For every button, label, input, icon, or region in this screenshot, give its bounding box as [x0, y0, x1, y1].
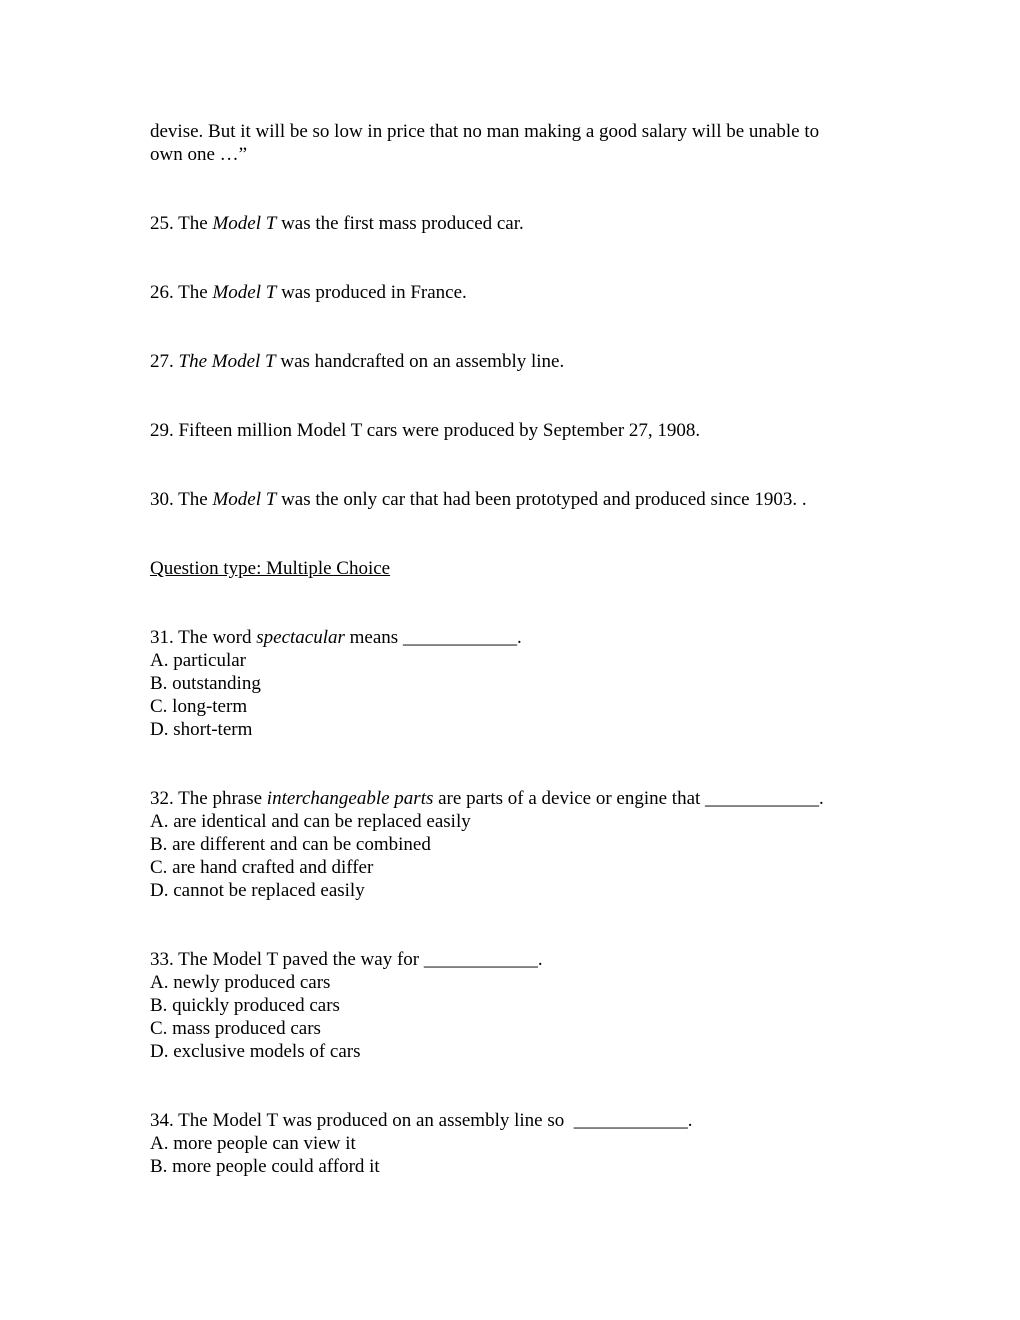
question-text: was handcrafted on an assembly line. [275, 351, 565, 372]
answer-option: B. are different and can be combined [150, 834, 431, 855]
answer-option: C. long-term [150, 696, 248, 717]
question-text: 33. The Model T paved the way for ____________. [150, 949, 543, 970]
answer-option: B. quickly produced cars [150, 995, 340, 1016]
question-stem [150, 948, 880, 971]
question-italic: Model T [212, 489, 277, 510]
answer-option: A. particular [150, 650, 247, 671]
document-page [150, 120, 880, 1178]
question-italic: Model T [212, 282, 277, 303]
section-heading: Question type: Multiple Choice [150, 558, 391, 579]
question-text: are parts of a device or engine that ____________. [433, 788, 824, 809]
question-text: 30. The [150, 489, 213, 510]
question-stem [150, 1109, 880, 1132]
question-34 [150, 1109, 880, 1178]
question-27 [150, 350, 880, 373]
question-italic: interchangeable parts [266, 788, 434, 809]
question-text: 26. The [150, 282, 213, 303]
question-33 [150, 948, 880, 1063]
answer-option: B. more people could afford it [150, 1156, 380, 1177]
answer-option: A. newly produced cars [150, 972, 331, 993]
question-italic: The Model T [178, 351, 276, 372]
intro-paragraph [150, 120, 880, 166]
answer-option: A. more people can view it [150, 1133, 356, 1154]
intro-line: devise. But it will be so low in price that no man making a good salary will be unable to [150, 121, 820, 142]
question-text: was produced in France. [276, 282, 467, 303]
question-29 [150, 419, 880, 442]
answer-option: D. exclusive models of cars [150, 1041, 361, 1062]
question-text: 29. Fifteen million Model T cars were produced by September 27, 1908. [150, 420, 701, 441]
question-text: 34. The Model T was produced on an assembly line so ____________. [150, 1110, 693, 1131]
question-25 [150, 212, 880, 235]
question-text: was the first mass produced car. [276, 213, 524, 234]
answer-option: C. mass produced cars [150, 1018, 321, 1039]
question-32 [150, 787, 880, 902]
answer-option: C. are hand crafted and differ [150, 857, 374, 878]
question-text: 27. [150, 351, 179, 372]
question-text: 32. The phrase [150, 788, 267, 809]
answer-option: B. outstanding [150, 673, 261, 694]
question-text: 25. The [150, 213, 213, 234]
question-italic: Model T [212, 213, 277, 234]
answer-option: D. cannot be replaced easily [150, 880, 365, 901]
question-stem [150, 787, 880, 810]
question-text: means ____________. [344, 627, 522, 648]
question-italic: spectacular [256, 627, 345, 648]
question-text: 31. The word [150, 627, 257, 648]
question-text: was the only car that had been prototyped and produced since 1903. . [276, 489, 807, 510]
question-26 [150, 281, 880, 304]
question-30 [150, 488, 880, 511]
question-stem [150, 626, 880, 649]
question-31 [150, 626, 880, 741]
answer-option: D. short-term [150, 719, 253, 740]
answer-option: A. are identical and can be replaced easily [150, 811, 471, 832]
intro-line: own one …” [150, 144, 248, 165]
